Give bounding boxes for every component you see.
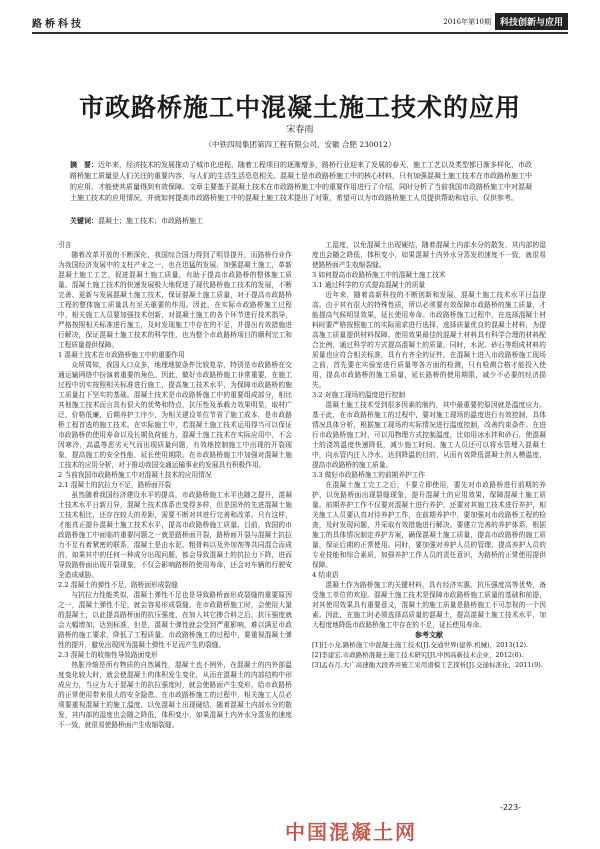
section-heading: 3.1 通过科学的方式提高混凝土的质量 [312, 281, 426, 289]
section-heading: 2.3 混凝土的收缩性导致路面变形 [58, 651, 158, 659]
footer-watermark: 中国混凝土网 [285, 820, 417, 844]
paragraph: 与抗拉力性能类似，混凝土弹性不足也是导致路桥面形成裂缝的重要原因之一，混凝土弹性不足，就会容易形成裂缝。在市政路桥施工时，会使用大量的混凝土，以此提高路桥面的抗压强度，在加入其它掺合料之后，抗压强度就会大幅增加，达到标准，但是，混凝土弹性就会受到严重影响，难以满足市政路桥的施工要求，降低了工程质量。市政路桥施工的过程中，要重视混凝土弹性的提升，避免出现因为混凝土弹性不足而产生的裂缝。 [58, 591, 292, 649]
section-heading: 引言 [58, 241, 72, 249]
section-heading: 4 结束语 [312, 571, 339, 579]
section-heading: 1 混凝土技术在市政路桥施工中的重要作用 [58, 351, 185, 359]
section-heading: 3 如何提高市政路桥施工中的混凝土施工技术 [312, 271, 446, 279]
abstract [70, 160, 532, 204]
page-number: -223- [500, 803, 522, 812]
journal-name: 路桥科技 [32, 19, 84, 30]
keywords-label: 关键词： [70, 217, 98, 225]
running-header [32, 6, 568, 34]
paragraph: 在混凝土施工完工之后，不要立即使用，要先对市政路桥进行前期的养护，以免路桥面出现裂缝现象，提升混凝土的应用效果，保障混凝土施工质量。前期养护工作不仅要对混凝土进行养护，还要对其施工技术进行养护，相关施工人员要认真对待养护工作，在前期养护中，要加强对市政路桥工程的检查，及时发现问题，并采取有效措施进行解决。要建立完善的养护体系，根据施工的具体情况制定养护方案，确保混凝土施工质量，提高市政路桥的施工质量，保证后期的正常使用。同时，要加强对养护人员的管理，提高养护人员的专业技能和综合素质，加强养护工作人员的责任意识，为路桥的正常使用提供保障。 [312, 481, 546, 569]
section-heading: 2 当前我国市政路桥施工中对混凝土技术的应用情况 [58, 471, 212, 479]
body-right-column [312, 240, 546, 670]
paragraph: 热胀冷缩是所有物质的自然属性，混凝土也不例外，在混凝土的内外部温度变化较大时，就会使混凝土的体积发生变化，从而在混凝土的内部结构中形成应力，当应力大于混凝土的抗拉强度时，就会使路面产生变形，给市政路桥的正常使用带来很大的安全隐患。在市政路桥施工的过程中，相关施工人员必须要重视混凝土的施工温度，以免混凝土出现硬结，随着混凝土内部水分的散发，其内部的湿度也会随之降低，体积变小，如果混凝土内外水分蒸发的速度不一致，就很易使路桥面产生收缩裂缝。 [58, 661, 292, 729]
paragraph: 随着改革开放的不断深化，我国综合国力得到了明显提升，而路桥行业作为我国经济发展中的支柱产业之一，也在迅猛的发展。加强混凝土施工，革新混凝土施工工艺，促进混凝土施工质量，有助于提高市政路桥的整体施工质量。混凝土施工技术的快速发展极大地促进了现代路桥施工技术的发展，不断完善、更新与发展混凝土施工技术，保证混凝土施工质量，对于提高市政路桥工程的整体施工质量具有至关重要的作用。因此，在实际市政路桥施工过程中，相关施工人员要加强技术创新，对混凝土施工的各个环节进行技术指导，严格按照相关标准进行施工，及时发现施工中存在的不足，并提出有效措施进行解决，保证混凝土施工技术的科学性，也为整个市政路桥项目的顺利完工和工程质量提供保障。 [58, 251, 292, 349]
body-left-column [58, 240, 292, 730]
paragraph: 近年来，随着高新科技的不断创新和发展，混凝土施工技术水平日益提高。由于其有很大的特殊性质，所以必须要有效保障市政路桥的施工质量，才能提高气候明显效果，延长使用寿命。市政路桥施工过程中，在选择混凝土材料时要严格按照施工的实际需求进行选择，选择质量优良的混凝土材料，为提高施工质量提供材料保障。使用效果最佳的混凝土材料具有科学合理的材料配合比例，通过科学的方式提高混凝土的质量，同时，水泥、砂石等组成材料的质量也应符合相关标准，具有有齐全的证件。在混凝土进入市政路桥施工现场之前，首先要在实验室进行质量等各方面的检测，只有检测合格才能投入使用，提高市政路桥的施工质量，延长路桥的使用期限，减少不必要的经济损失。 [312, 291, 546, 389]
section-heading: 3.3 做好市政路桥施工的前期养护工作 [312, 471, 426, 479]
reference-item: [3]孟春月.大广高速衡大段养并施工采用滑模工艺探析[J].交通标准化，2011(9). [312, 661, 543, 669]
keywords-text: 混凝土；施工技术；市政路桥施工 [98, 217, 203, 225]
author: 宋春雨 [286, 125, 314, 135]
paragraph: 众所周知，我国人口众多，地理地貌条件比较复杂，特别是市政路桥在交通运输网络中扮演着重要的角色。因此，做好市政路桥施工非常重要，在施工过程中切实按照相关标准进行施工，提高施工技术水平，为保障市政路桥的施工质量打下坚实的基础。混凝土技术是市政路桥施工中的重要组成部分，相比其他施工技术而言具有很大的优势和特点，抗压性及承载力效果明显，取材广泛，价格低廉，后期养护工序少，为相关建设单位节省了施工成本，是市政路桥工程首选的施工技术。在实际施工中，若混凝土施工技术运用得当可以保证市政路桥的使用寿命以及长期负荷能力，混凝土施工技术在实际应用中，不会因寒冷、高温等恶劣天气而出现质量问题，有效地控制施工中出现的开裂现象，提高施工的安全性能，延长使用期限。在市政路桥施工中加强对混凝土施工技术的应用分析，对于推动我国交通运输事业的发展具有积极作用。 [58, 361, 292, 469]
section-heading: 2.2 混凝土的弹性不足，路桥面形成裂缝 [58, 581, 178, 589]
section-heading: 2.1 混凝土的抗拉力不足，路桥面开裂 [58, 481, 172, 489]
reference-item: [1]任小龙.路桥施工中混凝土施工技术[J].交通世界(建养.机械)，2013(12). [312, 641, 529, 649]
paragraph: 混凝土作为路桥施工的关键材料，具有经济实惠、抗压强度高等优势，备受施工单位的欢迎。混凝土施工技术是保障市政路桥施工质量的基础和前提，对其使用效果具有重要意义，混凝土的施工质量是路桥施工不可忽视的一个因素。因此，在施工时必须选择高质量的混凝土，提高混凝土施工技术水平，加大程度地降低市政路桥施工中存在的不足，延长使用寿命。 [312, 581, 546, 629]
paragraph: 工湿度，以免混凝土出现硬结，随着混凝土内部水分的散发，其内部的湿度也会随之降低，体积变小，如果混凝土内外水分蒸发的速度不一致，就很易使路桥面产生收缩裂缝。 [312, 241, 546, 269]
issue-label: 2016年第10期 [443, 17, 491, 26]
keywords [70, 216, 532, 227]
reference-item: [2]李建宏.市政路桥混凝土施工技术研究[J].中国高新技术企业，2012(6). [312, 651, 524, 659]
abstract-label: 摘 要： [70, 161, 98, 169]
column-badge: 科技创新与应用 [495, 13, 568, 30]
header-right [443, 13, 568, 30]
paragraph: 混凝土施工技术受到很多因素的制约，其中最重要的原因就是温度应力。基于此，在市政路桥施工的过程中，要对施工现场的温度进行有效控制，具体情况具体分析，根据施工现场的实际情况进行温度控制，改善约束条件。在进行市政路桥施工时，可以用物理方式控制温度，比如用冰水拌和砂石，使混凝土的浇筑温度快速降低，减少施工时间。施工人员还可以将水管埋入混凝土中，向水管内注入冷水，达到降温的目的，从而有效降低混凝土的人模温度，提高市政路桥的施工质量。 [312, 401, 546, 469]
section-heading: 3.2 对施工现场的温度进行控制 [312, 391, 406, 399]
paragraph: 虽然随着我国经济建设水平的提高，市政路桥施工水平也随之提升，混凝土技术水平日新月异，混凝土技术体系也变得多样，但是国外的先进混凝土施工技术相比，还存在较大的差距，需要不断对其进行完善和改革。只有这样，才能真正提升混凝土施工技术水平，提高市政路桥施工质量。目前，我国的市政路桥施工中面临的重要问题之一就是路桥面开裂，路桥面开裂与混凝土抗拉力不足有着紧密的联系，混凝土是由水泥、粗骨料以及外加剂等共同混合而成的，如果其中的任何一种成分出现问题，都会导致混凝土的抗拉力下降，进而导致路桥面出现开裂现象，不仅会影响路桥的使用寿命，还会对车辆的行驶安全造成威胁。 [58, 491, 292, 579]
affiliation: （中铁四局集团第四工程有限公司，安徽 合肥 230012） [204, 140, 396, 149]
abstract-text: 近年来，经济技术的发展推动了城市化进程，随着工程项目的逐渐增多，路桥行业迎来了发展的春天，施工工艺以及类型都日渐多样化，市政路桥施工质量是人们关注的重要内容，与人们的生活生活息息相关。混凝土是市政路桥施工中的核心材料，只有加强混凝土施工技术在市政路桥施工中的应用，才能使其质量得到有效保障。文章主要基于混凝土技术在市政路桥施工中的重要作用进行了介绍，同时分析了当前我国市政路桥施工中对混凝土施工技术的应用情况，并就如何提高市政路桥施工中的混凝土施工技术提出了对策，希望可以为市政路桥施工人员提供帮助和启示，仅供参考。 [70, 161, 532, 202]
references-heading: 参考文献 [415, 631, 443, 639]
article-title: 市政路桥施工中混凝土施工技术的应用 [78, 93, 521, 122]
